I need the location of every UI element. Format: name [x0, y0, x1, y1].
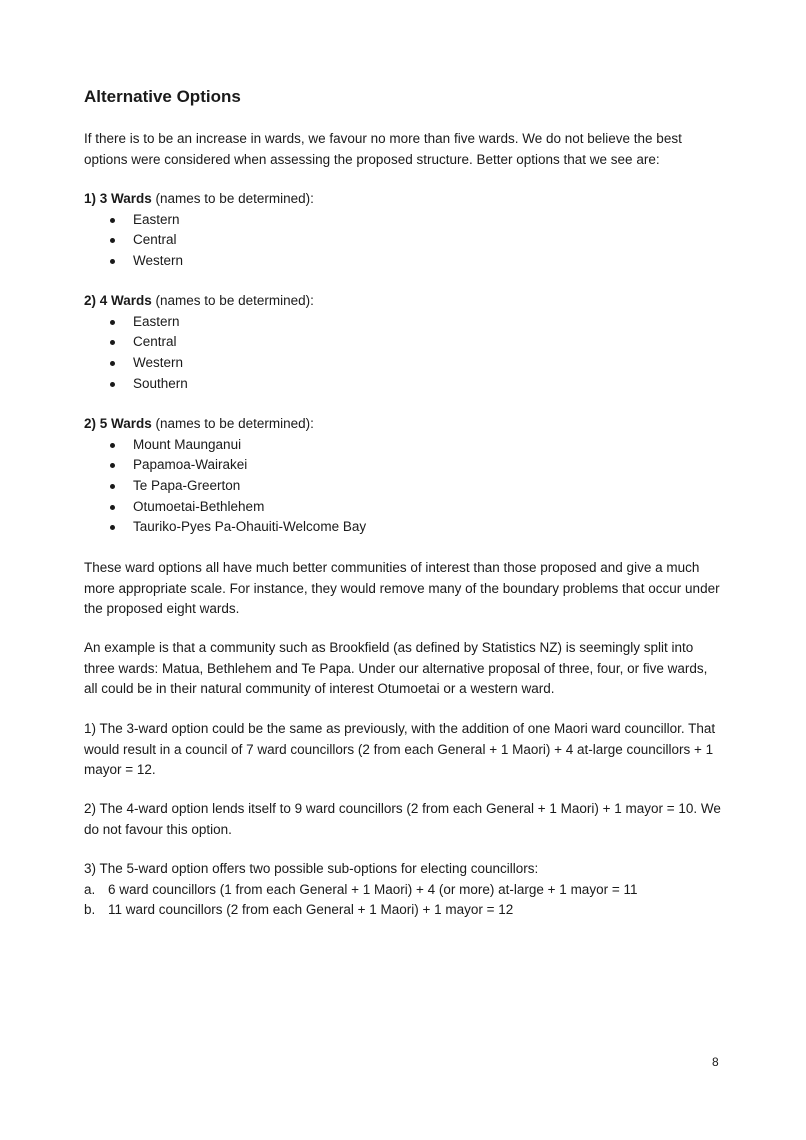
intro-paragraph: If there is to be an increase in wards, we favour no more than five wards. We do not believe the best options were considered when assessing the proposed structure. Better options that we see are: [84, 131, 682, 167]
bullet-icon [110, 505, 115, 510]
bullet-icon [110, 443, 115, 448]
list-item [84, 374, 724, 395]
five-ward-suboptions-section [84, 859, 724, 921]
ward-name: Central [133, 232, 177, 248]
ward-name: Papamoa-Wairakei [133, 457, 248, 473]
list-item [84, 900, 724, 921]
list-marker: b. [84, 902, 96, 917]
list-item [84, 332, 724, 353]
list-item [84, 517, 724, 538]
intro-section [84, 129, 724, 170]
list-item [84, 210, 724, 231]
option-suffix: (names to be determined): [151, 191, 314, 206]
list-item [84, 230, 724, 251]
ward-name: Otumoetai-Bethlehem [133, 498, 265, 514]
body-paragraph: An example is that a community such as Brookfield (as defined by Statistics NZ) is seemingly split into three wards: Matua, Bethlehem and Te Papa. Under our alternative proposal of three, four, or five wards, all could be in their natural community of interest Otumoetai or a western ward. [84, 640, 708, 696]
ward-name: Tauriko-Pyes Pa-Ohauiti-Welcome Bay [133, 519, 367, 535]
bullet-icon [110, 238, 115, 243]
ward-list [84, 312, 724, 395]
suboption-text: 6 ward councillors (1 from each General + 1 Maori) + 4 (or more) at-large + 1 mayor = 11 [108, 881, 638, 897]
list-item [84, 353, 724, 374]
option-heading [84, 414, 724, 435]
ward-list [84, 210, 724, 272]
list-item [84, 251, 724, 272]
list-marker: a. [84, 881, 96, 897]
suboptions-list [84, 880, 724, 921]
list-item [84, 476, 724, 497]
bullet-icon [110, 259, 115, 264]
ward-name: Western [133, 252, 184, 268]
bullet-icon [110, 525, 115, 530]
communities-paragraph-section [84, 558, 724, 620]
ward-name: Eastern [133, 211, 180, 227]
option-5-wards [84, 414, 724, 538]
ward-name: Eastern [133, 313, 180, 329]
option-suffix: (names to be determined): [151, 416, 314, 431]
list-item [84, 880, 724, 901]
option-heading [84, 189, 724, 210]
list-item [84, 312, 724, 333]
bullet-icon [110, 484, 115, 489]
list-item [84, 497, 724, 518]
page-number: 8 [712, 1055, 719, 1069]
bullet-icon [110, 463, 115, 468]
bullet-icon [110, 218, 115, 223]
option-label: 1) 3 Wards [84, 191, 152, 206]
bullet-icon [110, 382, 115, 387]
option-label: 2) 5 Wards [84, 416, 152, 431]
ward-name: Southern [133, 375, 188, 391]
option-4-wards [84, 291, 724, 394]
body-paragraph: 2) The 4-ward option lends itself to 9 ward councillors (2 from each General + 1 Maori) + 1 mayor = 10. We do not favour this option. [84, 801, 721, 837]
suboptions-intro: 3) The 5-ward option offers two possible sub-options for electing councillors: [84, 861, 539, 876]
ward-name: Mount Maunganui [133, 436, 242, 452]
suboption-text: 11 ward councillors (2 from each General + 1 Maori) + 1 mayor = 12 [108, 902, 514, 917]
list-item [84, 455, 724, 476]
list-item [84, 435, 724, 456]
option-3-wards [84, 189, 724, 272]
option-suffix: (names to be determined): [151, 293, 314, 308]
brookfield-paragraph-section [84, 638, 724, 700]
three-ward-paragraph-section [84, 719, 724, 781]
bullet-icon [110, 320, 115, 325]
ward-list [84, 435, 724, 538]
option-label: 2) 4 Wards [84, 293, 152, 308]
bullet-icon [110, 361, 115, 366]
page-title: Alternative Options [84, 87, 241, 106]
option-heading [84, 291, 724, 312]
ward-name: Te Papa-Greerton [133, 477, 241, 493]
four-ward-paragraph-section [84, 799, 724, 840]
body-paragraph: 1) The 3-ward option could be the same as previously, with the addition of one Maori ward councillor. That would result in a council of 7 ward councillors (2 from each General + 1 Maori) + 4 at-large councillors + 1 mayor = 12. [84, 721, 716, 777]
ward-name: Central [133, 334, 177, 350]
bullet-icon [110, 340, 115, 345]
body-paragraph: These ward options all have much better communities of interest than those proposed and give a much more appropriate scale. For instance, they would remove many of the boundary problems that occur under the proposed eight wards. [84, 560, 720, 616]
ward-name: Western [133, 354, 184, 370]
